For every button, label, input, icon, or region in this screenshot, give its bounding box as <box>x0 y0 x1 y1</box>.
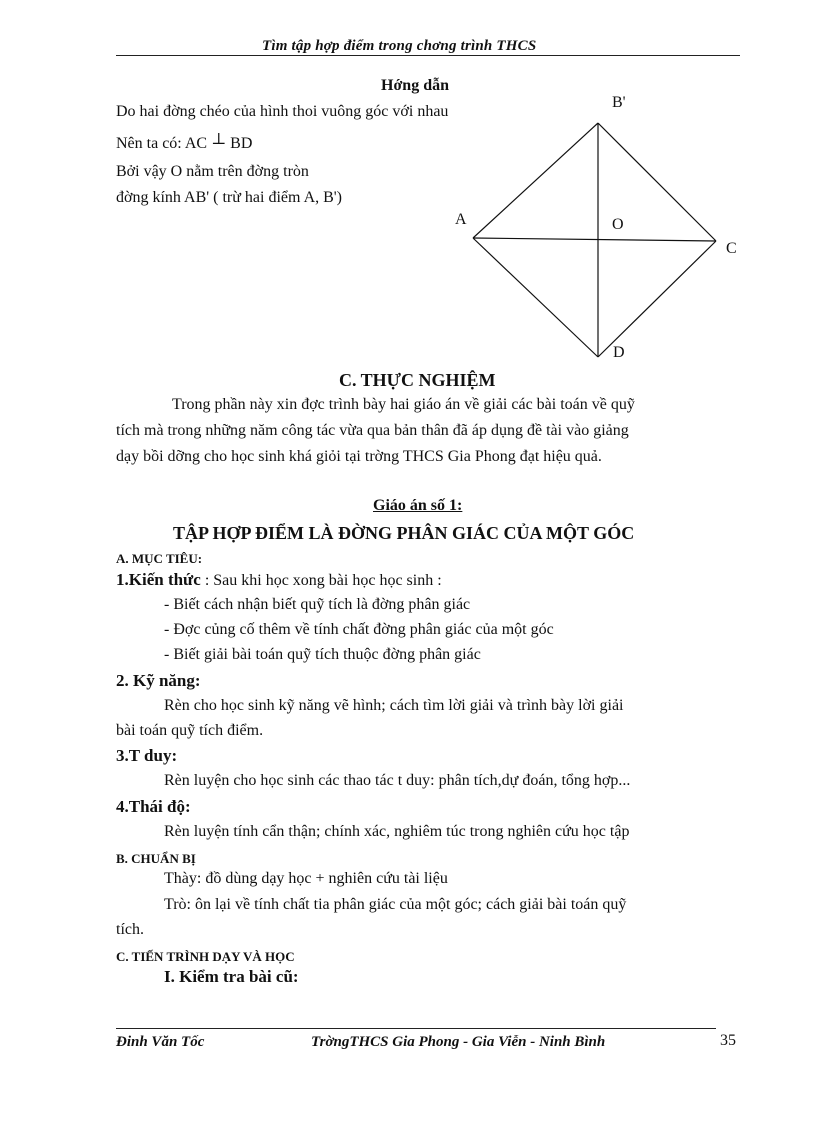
teacher-prep: Thày: đồ dùng dạy học + nghiên cứu tài liệu <box>164 870 448 887</box>
guide-line-3: Bởi vậy O nằm trên đờng tròn <box>116 163 309 180</box>
edge-cd <box>598 241 716 357</box>
footer-author: Đinh Văn Tốc <box>116 1034 205 1050</box>
attitude-text: Rèn luyện tính cẩn thận; chính xác, nghiêm túc trong nghiên cứu học tập <box>164 823 630 840</box>
section-c-para-line-3: dạy bồi dỡng cho học sinh khá giỏi tại trờng THCS Gia Phong đạt hiệu quả. <box>116 448 602 465</box>
edge-ab <box>473 123 598 238</box>
heading-b-preparation: B. CHUẨN BỊ <box>116 851 196 866</box>
header-rule <box>116 55 740 56</box>
skills-label: 2. Kỹ năng: <box>116 671 201 690</box>
guide-line-4: đờng kính AB' ( trừ hai điểm A, B') <box>116 189 342 206</box>
thinking-text: Rèn luyện cho học sinh các thao tác t duy: phân tích,dự đoán, tổng hợp... <box>164 772 631 789</box>
label-a: A <box>455 211 467 228</box>
attitude-label: 4.Thái độ: <box>116 797 191 816</box>
skills-line-2: bài toán quỹ tích điểm. <box>116 722 264 739</box>
footer-school: TrờngTHCS Gia Phong - Gia Viễn - Ninh Bình <box>311 1034 606 1050</box>
knowledge-item-1: - Biết cách nhận biết quỹ tích là đờng phân giác <box>164 596 471 613</box>
edge-da <box>473 238 598 357</box>
diagonal-ac <box>473 238 716 241</box>
footer-rule <box>116 1028 716 1029</box>
guide-line-2-prefix: Nên ta có: AC <box>116 135 208 152</box>
guide-line-1: Do hai đờng chéo của hình thoi vuông góc với nhau <box>116 103 449 120</box>
skills-line-1: Rèn cho học sinh kỹ năng vẽ hình; cách tìm lời giải và trình bày lời giải <box>164 697 624 714</box>
student-prep-line-2: tích. <box>116 921 144 938</box>
knowledge-item-2: - Đợc củng cố thêm về tính chất đờng phân giác của một góc <box>164 621 554 638</box>
label-c: C <box>726 240 737 257</box>
section-c-title: C. THỰC NGHIỆM <box>339 370 496 390</box>
rhombus-figure <box>440 85 750 370</box>
thinking-label: 3.T duy: <box>116 746 178 765</box>
heading-c-procedure: C. TIẾN TRÌNH DẠY VÀ HỌC <box>116 949 295 964</box>
lesson-title: TẬP HỢP ĐIỂM LÀ ĐỜNG PHÂN GIÁC CỦA MỘT GÓC <box>173 523 635 543</box>
label-b: B' <box>612 94 626 111</box>
page-number: 35 <box>720 1032 736 1049</box>
sub-heading-review: I. Kiểm tra bài cũ: <box>164 967 299 986</box>
section-c-para-line-2: tích mà trong những năm công tác vừa qua bản thân đã áp dụng đề tài vào giảng <box>116 422 629 439</box>
guide-line-2-suffix: BD <box>230 135 253 152</box>
label-d: D <box>613 344 625 361</box>
lesson-number: Giáo án số 1: <box>373 497 463 514</box>
guide-title: Hớng dẫn <box>381 77 449 94</box>
knowledge-text: : Sau khi học xong bài học học sinh : <box>200 572 442 589</box>
page-header-title: Tìm tập hợp điểm trong chơng trình THCS <box>262 38 537 54</box>
knowledge-line <box>116 570 442 590</box>
heading-a-objectives: A. MỤC TIÊU: <box>116 551 203 566</box>
knowledge-label: 1.Kiến thức <box>116 570 201 589</box>
perpendicular-symbol: ⊥ <box>211 131 227 148</box>
guide-line-2 <box>116 133 252 153</box>
label-o: O <box>612 216 624 233</box>
knowledge-item-3: - Biết giải bài toán quỹ tích thuộc đờng phân giác <box>164 646 481 663</box>
section-c-para-line-1: Trong phần này xin đợc trình bày hai giáo án về giải các bài toán về quỹ <box>172 396 635 413</box>
student-prep-line-1: Trò: ôn lại về tính chất tia phân giác của một góc; cách giải bài toán quỹ <box>164 896 627 913</box>
